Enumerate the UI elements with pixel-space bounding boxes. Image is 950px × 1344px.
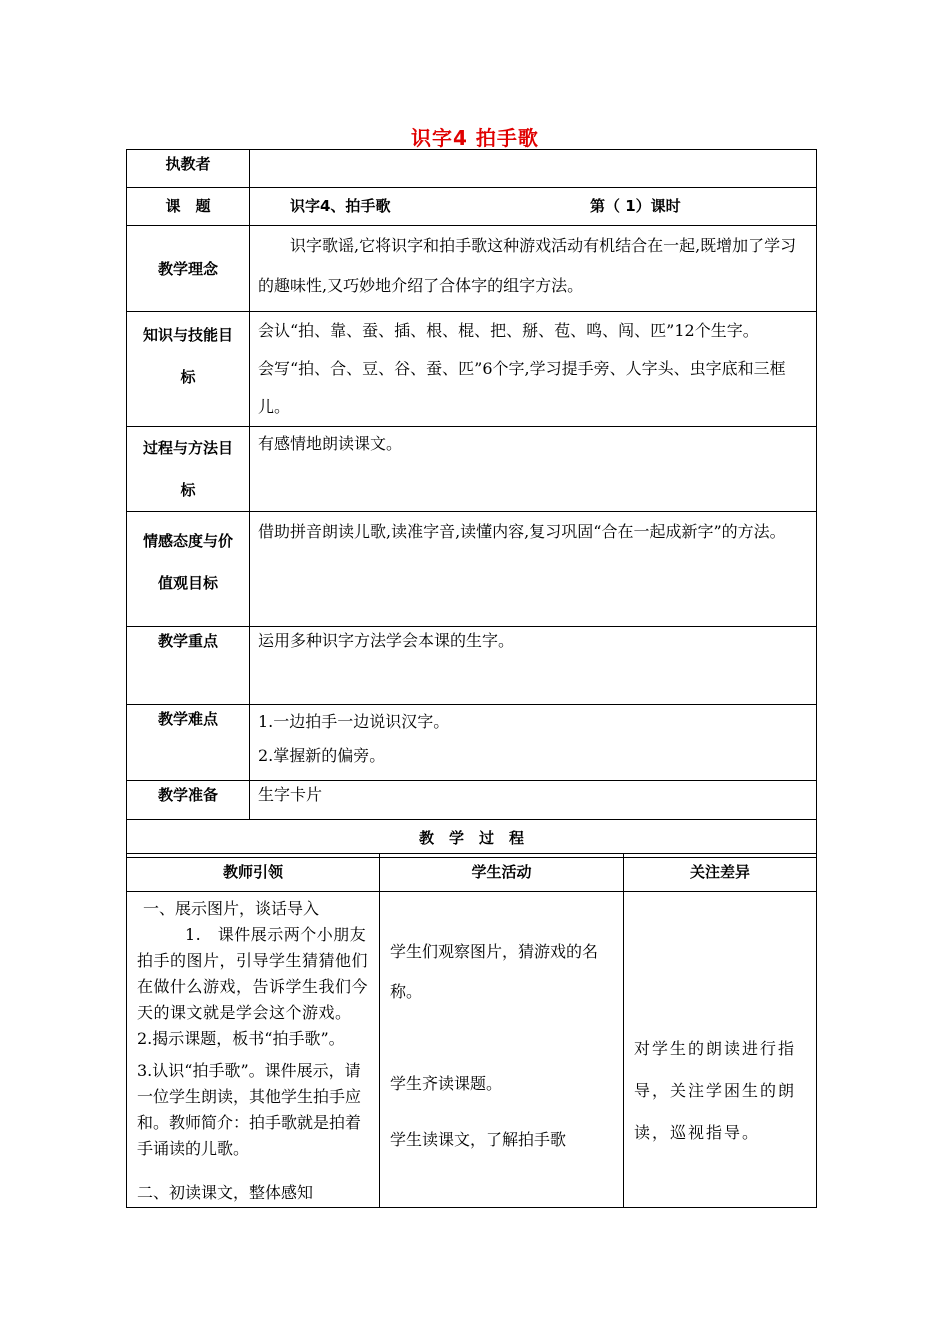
row-topic (127, 188, 817, 226)
emotion-label-line2: 值观目标 (157, 574, 218, 592)
concept-text (250, 226, 817, 312)
row-concept (127, 226, 817, 312)
col-teacher-header: 教师引领 (127, 854, 380, 892)
student-activity-cell (380, 892, 624, 1208)
knowledge-text-line1: 会认“拍、靠、蚕、插、根、棍、把、掰、苞、鸣、闯、匹”12个生字。 (258, 321, 759, 340)
row-knowledge (127, 312, 817, 427)
section-title: 教 学 过 程 (127, 820, 817, 858)
row-section-title (127, 820, 817, 858)
teacher-step-2: 1. 课件展示两个小朋友拍手的图片，引导学生猜猜他们在做什么游戏，告诉学生我们今天的课文就是学会这个游戏。 (137, 925, 369, 1022)
teaching-process-table (126, 853, 817, 1208)
row-teacher (127, 150, 817, 188)
topic-label: 课 题 (127, 188, 250, 226)
teacher-step-5: 二、初读课文，整体感知 (137, 1183, 314, 1202)
process-goal-label-line2: 标 (180, 481, 196, 499)
focus-text: 运用多种识字方法学会本课的生字。 (250, 627, 817, 705)
process-goal-label (127, 427, 250, 512)
knowledge-label-line2: 标 (180, 368, 196, 386)
process-header-row (127, 854, 817, 892)
emotion-label (127, 512, 250, 627)
prep-label: 教学准备 (127, 781, 250, 820)
student-activity-3: 学生读课文，了解拍手歌 (390, 1130, 567, 1149)
knowledge-text-line2: 会写“拍、合、豆、谷、蚕、匹”6个字,学习提手旁、人字头、虫字底和三框儿。 (258, 359, 786, 416)
teacher-label: 执教者 (127, 150, 250, 188)
col-student-header: 学生活动 (380, 854, 624, 892)
row-difficulty (127, 705, 817, 781)
differentiation-note: 对学生的朗读进行指导，关注学困生的朗读，巡视指导。 (634, 1039, 797, 1142)
teacher-step-3: 2.揭示课题，板书“拍手歌”。 (137, 1029, 345, 1048)
differentiation-cell (624, 892, 817, 1208)
teacher-step-1: 一、展示图片，谈话导入 (143, 899, 320, 918)
concept-label: 教学理念 (127, 226, 250, 312)
difficulty-line2: 2.掌握新的偏旁。 (258, 746, 386, 765)
prep-text: 生字卡片 (250, 781, 817, 820)
topic-value: 识字4、拍手歌 (290, 197, 391, 215)
row-prep (127, 781, 817, 820)
knowledge-text (250, 312, 817, 427)
page-title: 识字4 拍手歌 (411, 126, 539, 150)
difficulty-text (250, 705, 817, 781)
lesson-info-table (126, 149, 817, 858)
topic-cell (250, 188, 817, 226)
emotion-label-line1: 情感态度与价 (142, 532, 233, 550)
student-activity-1: 学生们观察图片，猜游戏的名称。 (390, 942, 599, 1001)
difficulty-line1: 1.一边拍手一边说识汉字。 (258, 712, 450, 731)
process-goal-label-line1: 过程与方法目 (142, 439, 233, 457)
row-emotion (127, 512, 817, 627)
knowledge-label (127, 312, 250, 427)
teacher-value (250, 150, 817, 188)
teacher-step-4: 3.认识“拍手歌”。课件展示，请一位学生朗读，其他学生拍手应和。教师简介：拍手歌就是拍着手诵读的儿歌。 (137, 1061, 362, 1158)
row-process-goal (127, 427, 817, 512)
focus-label: 教学重点 (127, 627, 250, 705)
row-focus (127, 627, 817, 705)
period-value: 第（ 1）课时 (590, 197, 681, 215)
process-body-row (127, 892, 817, 1208)
process-goal-text: 有感情地朗读课文。 (250, 427, 817, 512)
student-activity-2: 学生齐读课题。 (390, 1074, 503, 1093)
emotion-text: 借助拼音朗读儿歌,读准字音,读懂内容,复习巩固“合在一起成新字”的方法。 (250, 512, 817, 627)
teacher-guidance-cell (127, 892, 380, 1208)
difficulty-label: 教学难点 (127, 705, 250, 781)
knowledge-label-line1: 知识与技能目 (142, 326, 233, 344)
concept-text-content: 识字歌谣,它将识字和拍手歌这种游戏活动有机结合在一起,既增加了学习的趣味性,又巧妙地介绍了合体字的组字方法。 (258, 236, 797, 295)
col-diff-header: 关注差异 (624, 854, 817, 892)
